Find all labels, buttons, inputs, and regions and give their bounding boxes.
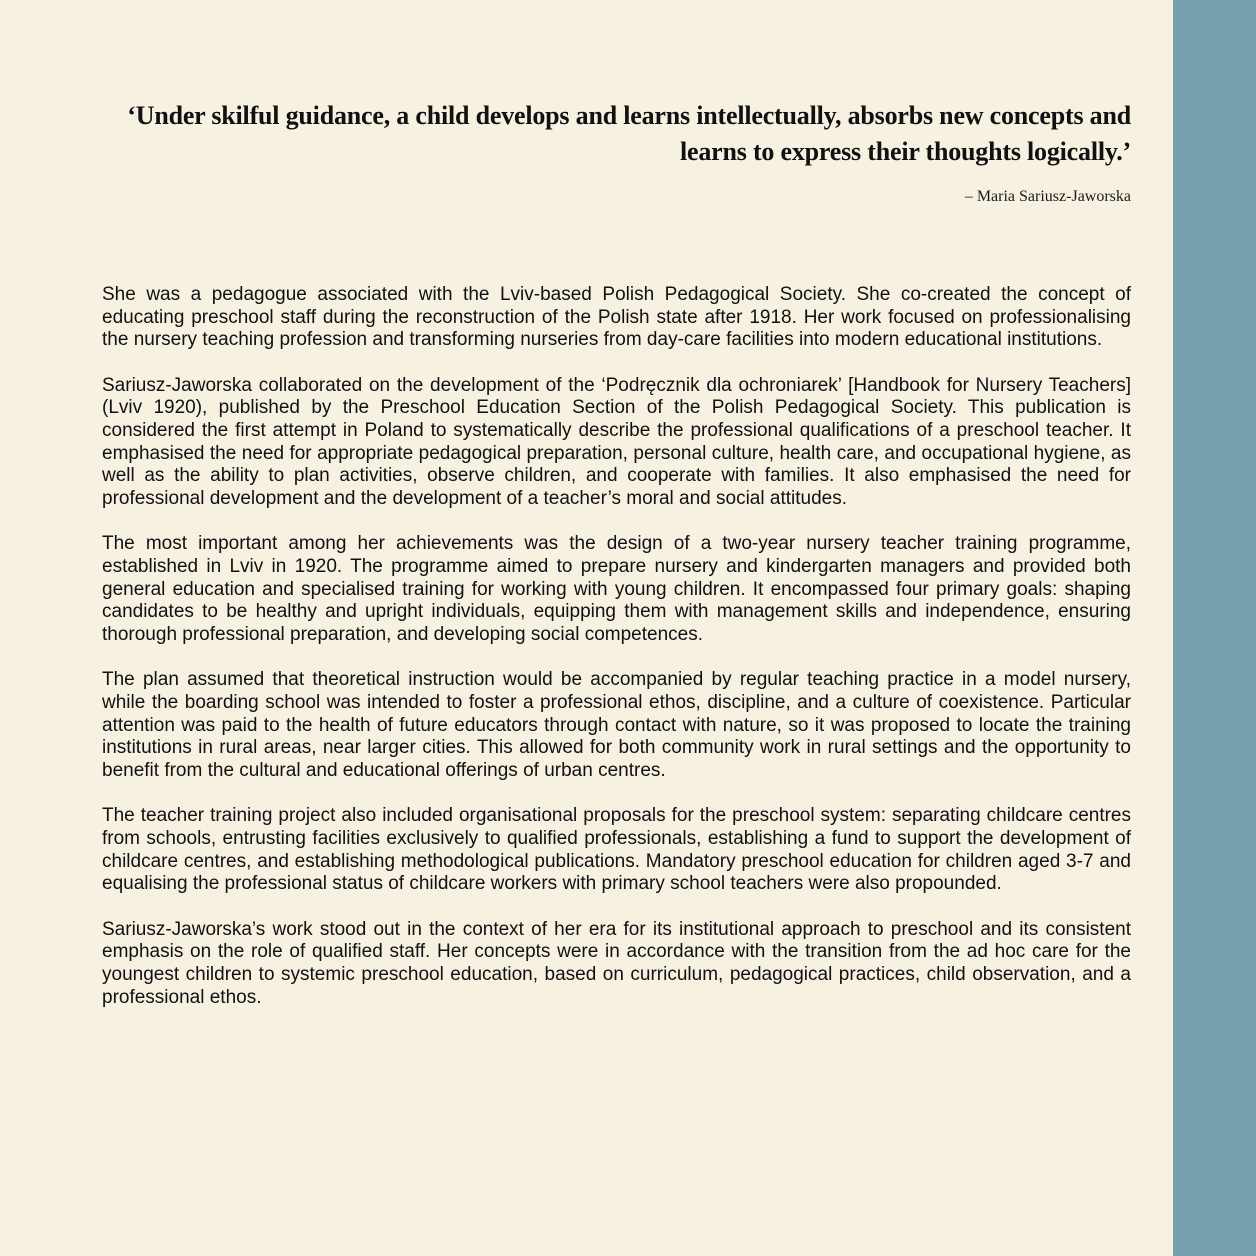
paragraph: The most important among her achievements was the design of a two-year nursery teacher training programme, established in Lviv in 1920. The programme aimed to prepare nursery and kindergarten managers and provided both general education and specialised training for working with young children. It encompassed four primary goals: shaping candidates to be healthy and upright individuals, equipping them with management skills and independence, ensuring thorough professional preparation, and developing social competences.: [102, 533, 1131, 646]
article-body: [102, 284, 1131, 1032]
quote-block: [102, 98, 1131, 207]
quote-text: ‘Under skilful guidance, a child develops and learns intellectually, absorbs new concepts and learns to express their thoughts logically.’: [127, 101, 1131, 166]
paragraph: The plan assumed that theoretical instruction would be accompanied by regular teaching practice in a model nursery, while the boarding school was intended to foster a professional ethos, discipline, and a culture of coexistence. Particular attention was paid to the health of future educators through contact with nature, so it was proposed to locate the training institutions in rural areas, near larger cities. This allowed for both community work in rural settings and the opportunity to benefit from the cultural and educational offerings of urban centres.: [102, 669, 1131, 782]
quote-author: – Maria Sariusz-Jaworska: [964, 188, 1131, 205]
side-color-band: [1173, 0, 1256, 1256]
paragraph: The teacher training project also included organisational proposals for the preschool system: separating childcare centres from schools, entrusting facilities exclusively to qualified professionals, establishing a fund to support the development of childcare centres, and establishing methodological publications. Mandatory preschool education for children aged 3-7 and equalising the professional status of childcare workers with primary school teachers were also propounded.: [102, 805, 1131, 895]
paragraph: She was a pedagogue associated with the Lviv-based Polish Pedagogical Society. She co-created the concept of educating preschool staff during the reconstruction of the Polish state after 1918. Her work focused on professionalising the nursery teaching profession and transforming nurseries from day-care facilities into modern educational institutions.: [102, 284, 1131, 351]
paragraph: Sariusz-Jaworska’s work stood out in the context of her era for its institutional approach to preschool and its consistent emphasis on the role of qualified staff. Her concepts were in accordance with the transition from the ad hoc care for the youngest children to systemic preschool education, based on curriculum, pedagogical practices, child observation, and a professional ethos.: [102, 918, 1131, 1008]
paragraph: Sariusz-Jaworska collaborated on the development of the ‘Podręcznik dla ochroniarek’ [Handbook for Nursery Teachers] (Lviv 1920), published by the Preschool Education Section of the Polish Pedagogical Society. This publication is considered the first attempt in Poland to systematically describe the professional qualifications of a preschool teacher. It emphasised the need for appropriate pedagogical preparation, personal culture, health care, and occupational hygiene, as well as the ability to plan activities, observe children, and cooperate with families. It also emphasised the need for professional development and the development of a teacher’s moral and social attitudes.: [102, 374, 1131, 510]
